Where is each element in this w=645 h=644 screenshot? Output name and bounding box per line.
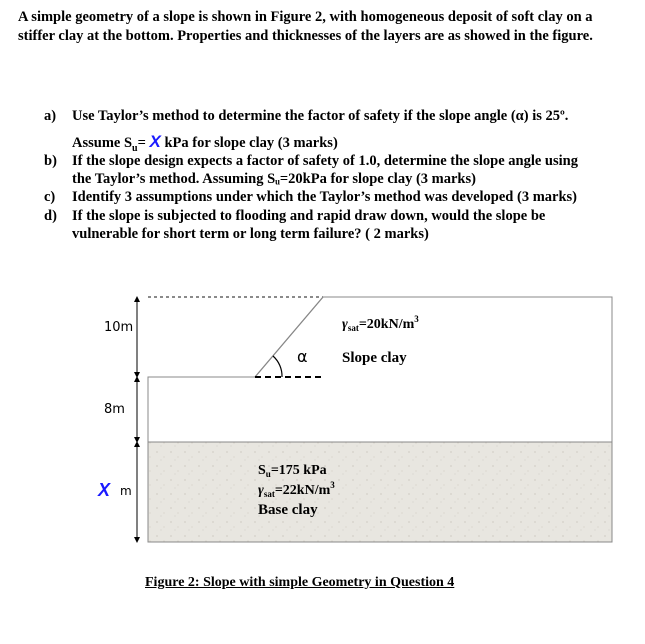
question-text-line2: Assume $S_u= X$ kPa for slope clay (3 marks) (72, 132, 338, 154)
question-label: c) (44, 189, 56, 205)
question-text: If the slope design expects a factor of safety of 1.0, determine the slope angle using (72, 153, 578, 169)
base-clay-label: Base clay (258, 502, 318, 518)
intro-paragraph: A simple geometry of a slope is shown in Figure 2, with homogeneous deposit of soft clay on a stiffer clay at the bottom. Properties and thicknesses of the layers are as showed in the figure. (18, 9, 593, 44)
slope-clay-label: Slope clay (342, 350, 407, 366)
base-undrained-strength: $S_u=175$ kPa (258, 463, 327, 479)
question-text: Identify 3 assumptions under which the Taylor’s method was developed (3 marks) (72, 189, 578, 205)
question-label: d) (44, 208, 57, 224)
slope-unit-weight: $\gamma_{sat}=20kN/m^3$ (342, 314, 419, 333)
base-clay-layer (148, 442, 612, 542)
question-text-line2: vulnerable for short term or long term failure? ( 2 marks) (72, 226, 429, 242)
question-text: If the slope is subjected to flooding and rapid draw down, would the slope be (72, 208, 546, 224)
question-text-line2: the Taylor’s method. Assuming Sᵤ=20kPa for slope clay (3 marks) (72, 171, 476, 187)
angle-alpha: α (297, 347, 308, 366)
dim-label-8m: 8m (104, 402, 125, 417)
dim-label-unit: m (120, 484, 132, 498)
dim-label-10m: 10m (104, 320, 134, 335)
dim-label-x: X (98, 480, 111, 500)
figure-caption: Figure 2: Slope with simple Geometry in Question 4 (145, 575, 455, 590)
base-unit-weight: $\gamma_{sat}=22kN/m^3$ (258, 480, 335, 499)
question-text: Use Taylor’s method to determine the factor of safety if the slope angle (α) is 25º. (72, 108, 569, 124)
question-label: b) (44, 153, 57, 169)
variable-x: X (149, 132, 161, 151)
question-label: a) (44, 108, 57, 124)
